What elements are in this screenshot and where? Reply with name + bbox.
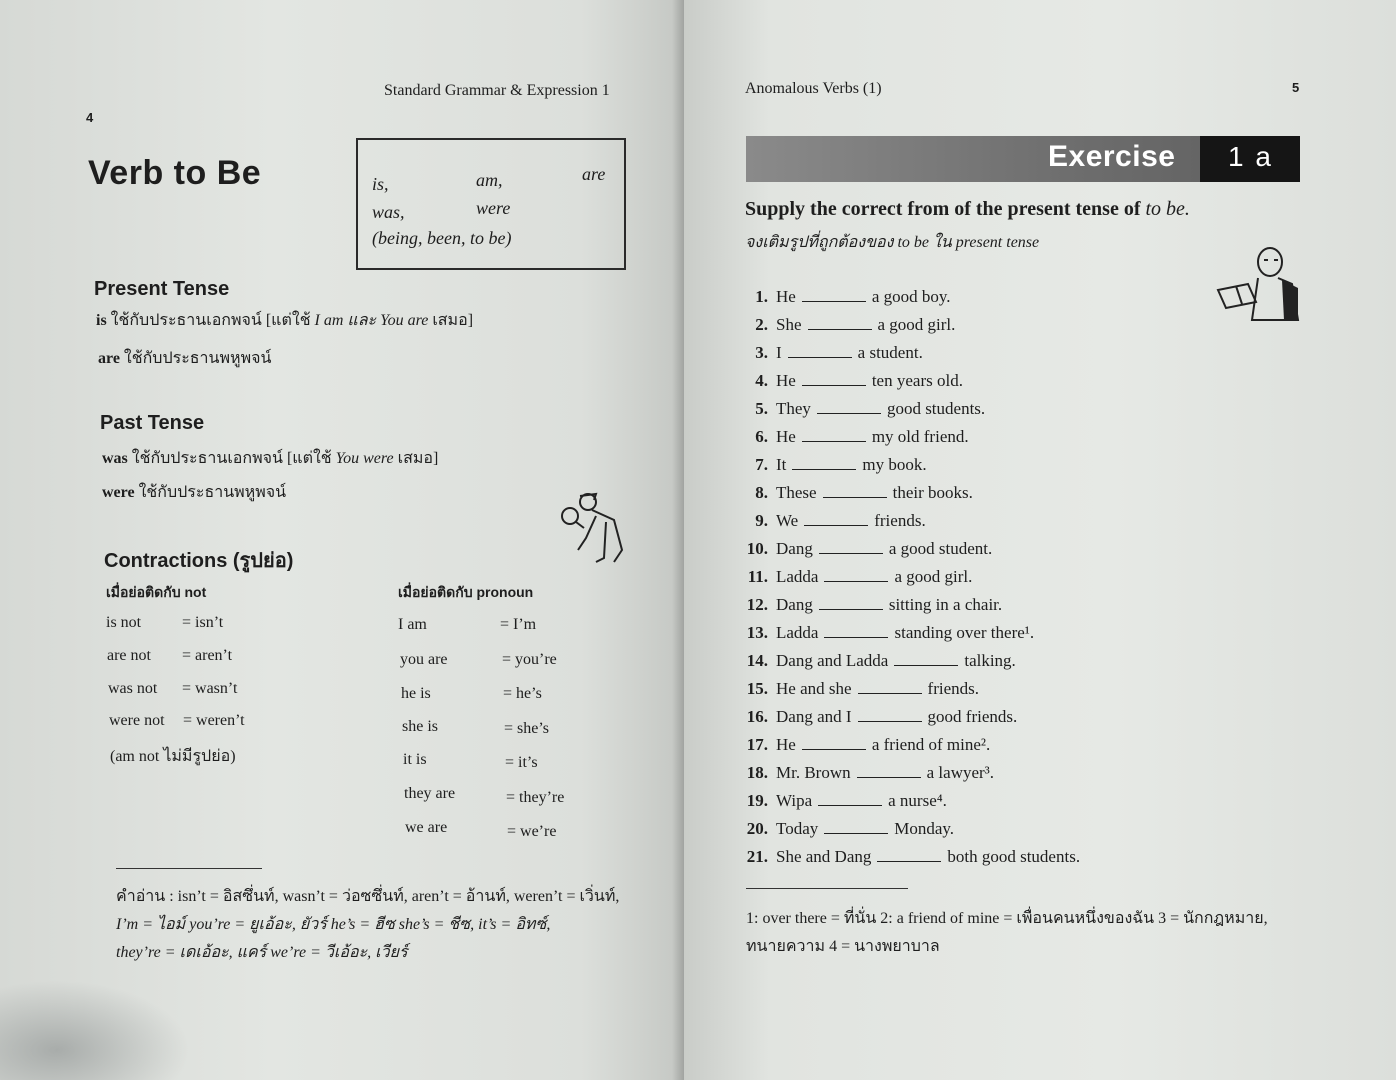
- present-are-rule: ใช้กับประธานพหูพจน์: [123, 350, 272, 367]
- answer-blank[interactable]: [857, 765, 921, 778]
- footnote-line-2: ทนายความ 4 = นางพยาบาล: [746, 938, 940, 955]
- item-number: 15.: [746, 679, 768, 698]
- list-item: [746, 455, 927, 475]
- answer-blank[interactable]: [858, 709, 922, 722]
- answer-blank[interactable]: [818, 793, 882, 806]
- item-number: 14.: [746, 651, 768, 670]
- instruction-thai-part: to be: [897, 234, 929, 251]
- answer-blank[interactable]: [808, 317, 872, 330]
- item-text: good friends.: [927, 707, 1018, 726]
- item-text: These: [776, 483, 817, 502]
- past-were-word: were: [102, 484, 135, 501]
- list-item: [746, 483, 973, 503]
- list-item: [746, 847, 1080, 867]
- item-text: He: [776, 735, 796, 754]
- list-item: I am: [398, 616, 427, 633]
- list-item: [746, 399, 985, 419]
- list-item: was not: [108, 680, 158, 697]
- item-text: a student.: [857, 343, 923, 362]
- item-number: 9.: [755, 511, 768, 530]
- item-number: 2.: [755, 315, 768, 334]
- item-text: I: [776, 343, 782, 362]
- list-item: = wasn’t: [182, 680, 238, 697]
- exercise-number: 1 a: [1228, 141, 1273, 172]
- list-item: = weren’t: [183, 712, 245, 729]
- divider: [116, 868, 262, 869]
- list-item: = you’re: [502, 651, 557, 668]
- item-text: He: [776, 427, 796, 446]
- list-item: [746, 679, 979, 699]
- present-is-word: is: [96, 312, 107, 329]
- answer-blank[interactable]: [817, 401, 881, 414]
- item-text: They: [776, 399, 811, 418]
- past-tense-heading: Past Tense: [100, 412, 205, 434]
- list-item: = it’s: [505, 754, 538, 771]
- list-item: are not: [107, 647, 151, 664]
- list-item: [746, 791, 947, 811]
- answer-blank[interactable]: [802, 289, 866, 302]
- answer-blank[interactable]: [877, 849, 941, 862]
- item-number: 12.: [746, 595, 768, 614]
- form-others: (being, been, to be): [372, 228, 512, 248]
- present-tense-heading: Present Tense: [94, 278, 230, 300]
- right-running-head: Anomalous Verbs (1): [745, 80, 882, 97]
- item-text: sitting in a chair.: [888, 595, 1003, 614]
- answer-blank[interactable]: [802, 373, 866, 386]
- answer-blank[interactable]: [819, 597, 883, 610]
- item-text: their books.: [892, 483, 973, 502]
- list-item: [746, 595, 1002, 615]
- instruction-thai: [745, 230, 1039, 255]
- item-text: my book.: [862, 455, 927, 474]
- form-is: is,: [372, 174, 389, 194]
- contractions-heading: Contractions (รูปย่อ): [104, 550, 294, 572]
- list-item: [746, 735, 990, 755]
- footnote-divider: [746, 888, 908, 889]
- item-text: a nurse⁴.: [888, 791, 947, 810]
- answer-blank[interactable]: [804, 513, 868, 526]
- item-text: Mr. Brown: [776, 763, 851, 782]
- item-text: It: [776, 455, 787, 474]
- item-text: a friend of mine².: [871, 735, 991, 754]
- list-item: = he’s: [503, 685, 542, 702]
- item-text: Dang: [776, 595, 813, 614]
- instruction-thai-part: present tense: [955, 234, 1040, 251]
- page-title: Verb to Be: [88, 154, 262, 192]
- list-item: [746, 707, 1017, 727]
- not-column-header: เมื่อย่อติดกับ not: [106, 584, 207, 600]
- past-were-line: [102, 480, 286, 505]
- item-number: 7.: [755, 455, 768, 474]
- instruction-thai-part: จงเติมรูปที่ถูกต้องของ: [745, 234, 894, 251]
- answer-blank[interactable]: [802, 429, 866, 442]
- item-text: friends.: [927, 679, 979, 698]
- page-smudge: [0, 980, 190, 1080]
- item-number: 10.: [746, 539, 768, 558]
- answer-blank[interactable]: [858, 681, 922, 694]
- present-are-line: [98, 346, 271, 371]
- list-item: [746, 567, 972, 587]
- answer-blank[interactable]: [819, 541, 883, 554]
- item-text: Dang and Ladda: [776, 651, 889, 670]
- answer-blank[interactable]: [788, 345, 852, 358]
- list-item: [746, 819, 954, 839]
- past-was-rule: ใช้กับประธานเอกพจน์ [แต่ใช้: [131, 450, 332, 467]
- item-text: a good student.: [888, 539, 993, 558]
- item-number: 18.: [746, 763, 768, 782]
- item-text: ten years old.: [871, 371, 963, 390]
- man-reading-book-icon: [1212, 244, 1300, 324]
- instruction-thai-part: ใน: [932, 234, 952, 251]
- list-item: he is: [401, 685, 431, 702]
- right-page-number: 5: [1292, 80, 1300, 95]
- item-text: standing over there¹.: [894, 623, 1035, 642]
- item-text: Monday.: [894, 819, 955, 838]
- left-running-head: Standard Grammar & Expression 1: [384, 82, 610, 99]
- past-was-end: เสมอ]: [397, 450, 439, 467]
- item-text: We: [776, 511, 799, 530]
- item-text: friends.: [874, 511, 926, 530]
- list-item: we are: [405, 819, 448, 836]
- item-text: a good boy.: [871, 287, 951, 306]
- item-text: Dang: [776, 539, 813, 558]
- item-number: 16.: [746, 707, 768, 726]
- answer-blank[interactable]: [792, 457, 856, 470]
- item-text: Ladda: [776, 567, 819, 586]
- answer-blank[interactable]: [824, 625, 888, 638]
- present-are-word: are: [98, 350, 120, 367]
- item-text: Dang and I: [776, 707, 852, 726]
- item-text: He: [776, 287, 796, 306]
- present-is-example: I am และ You are: [314, 312, 429, 329]
- list-item: [746, 343, 923, 363]
- list-item: = she’s: [504, 720, 550, 737]
- answer-blank[interactable]: [823, 485, 887, 498]
- list-item: [746, 287, 951, 307]
- item-number: 19.: [746, 791, 768, 810]
- pronunciation-line-3: they’re = เดเอ้อะ, แคร์ we’re = วีเอ้อะ, เวียร์: [116, 944, 408, 961]
- list-item: = we’re: [507, 823, 557, 840]
- left-page-number: 4: [86, 110, 94, 125]
- item-text: Today: [776, 819, 819, 838]
- item-number: 3.: [755, 343, 768, 362]
- list-item: [746, 623, 1034, 643]
- answer-blank[interactable]: [802, 737, 866, 750]
- item-text: She and Dang: [776, 847, 872, 866]
- answer-blank[interactable]: [824, 569, 888, 582]
- item-text: He and she: [776, 679, 852, 698]
- list-item: [746, 315, 955, 335]
- item-text: Wipa: [776, 791, 813, 810]
- left-page: [0, 0, 684, 1080]
- list-item: you are: [400, 651, 448, 668]
- list-item: is not: [106, 614, 142, 631]
- list-item: [746, 371, 963, 391]
- list-item: (am not ไม่มีรูปย่อ): [110, 748, 236, 765]
- item-text: a lawyer³.: [926, 763, 995, 782]
- instruction-italic: to be.: [1145, 198, 1190, 220]
- item-number: 17.: [746, 735, 768, 754]
- list-item: they are: [404, 785, 456, 802]
- item-text: both good students.: [947, 847, 1081, 866]
- verb-forms-box: [356, 138, 626, 270]
- item-text: She: [776, 315, 802, 334]
- list-item: [746, 427, 969, 447]
- present-is-line: [96, 308, 473, 333]
- list-item: it is: [403, 751, 427, 768]
- pronunciation-line-2: I’m = ไอม์ you’re = ยูเอ้อะ, ยัวร์ he’s = ฮีซ she’s = ชีซ, it’s = อิทซ์,: [116, 916, 551, 933]
- item-number: 8.: [755, 483, 768, 502]
- item-text: Ladda: [776, 623, 819, 642]
- detective-with-magnifier-icon: [556, 490, 636, 566]
- item-text: a good girl.: [894, 567, 973, 586]
- list-item: [746, 511, 926, 531]
- list-item: = they’re: [506, 789, 565, 806]
- list-item: [746, 651, 1016, 671]
- form-am: am,: [476, 170, 503, 190]
- exercise-label: Exercise: [1048, 140, 1176, 173]
- pronunciation-line-1: คำอ่าน : isn’t = อิสซึ่นท์, wasn’t = ว่อซซึ่นท์, aren’t = อ้านท์, weren’t = เวิ่นท์,: [116, 888, 620, 905]
- past-were-rule: ใช้กับประธานพหูพจน์: [138, 484, 287, 501]
- list-item: = isn’t: [182, 614, 224, 631]
- item-text: my old friend.: [871, 427, 969, 446]
- exercise-instruction: [745, 198, 1190, 221]
- list-item: [746, 539, 992, 559]
- form-are: are: [582, 164, 606, 184]
- instruction-text: Supply the correct from of the present tense of: [745, 198, 1141, 220]
- item-text: talking.: [964, 651, 1016, 670]
- item-text: He: [776, 371, 796, 390]
- item-number: 11.: [747, 567, 768, 586]
- pronoun-column-header: เมื่อย่อติดกับ pronoun: [398, 584, 534, 600]
- past-was-word: was: [102, 450, 128, 467]
- item-number: 4.: [755, 371, 768, 390]
- item-number: 5.: [755, 399, 768, 418]
- form-were: were: [476, 198, 511, 218]
- item-number: 6.: [755, 427, 768, 446]
- past-was-example: You were: [335, 450, 394, 467]
- footnote-line-1: 1: over there = ที่นั่น 2: a friend of mine = เพื่อนคนหนึ่งของฉัน 3 = นักกฎหมาย,: [746, 910, 1268, 927]
- list-item: were not: [109, 712, 165, 729]
- item-number: 21.: [746, 847, 768, 866]
- present-is-end: เสมอ]: [432, 312, 474, 329]
- answer-blank[interactable]: [894, 653, 958, 666]
- form-was: was,: [372, 202, 405, 222]
- item-number: 1.: [755, 287, 768, 306]
- present-is-rule: ใช้กับประธานเอกพจน์ [แต่ใช้: [110, 312, 311, 329]
- item-number: 20.: [746, 819, 768, 838]
- answer-blank[interactable]: [824, 821, 888, 834]
- past-was-line: [102, 446, 438, 471]
- item-text: a good girl.: [877, 315, 956, 334]
- item-text: good students.: [886, 399, 986, 418]
- list-item: = aren’t: [182, 647, 233, 664]
- list-item: = I’m: [500, 616, 537, 633]
- list-item: [746, 763, 994, 783]
- list-item: she is: [402, 718, 438, 735]
- item-number: 13.: [746, 623, 768, 642]
